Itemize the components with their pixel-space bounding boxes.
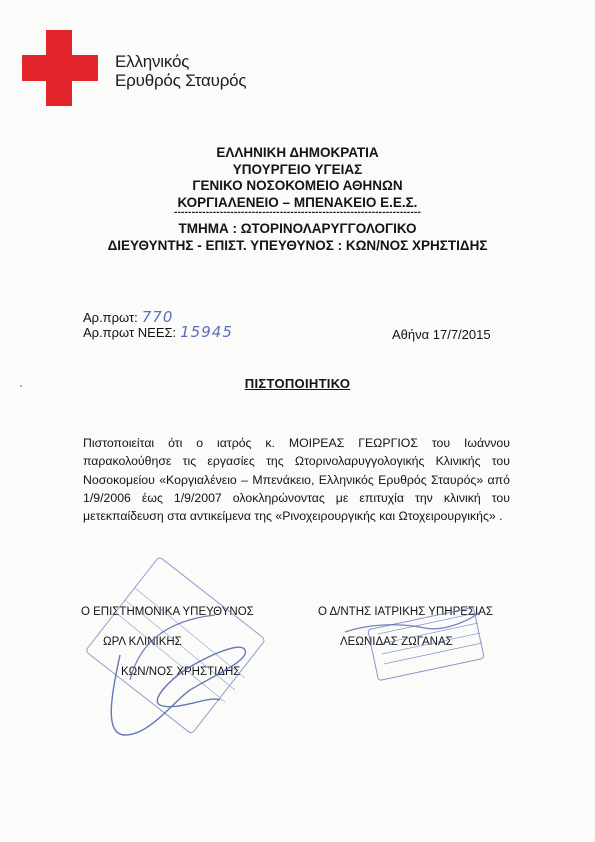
signature-left-name: ΚΩΝ/ΝΟΣ ΧΡΗΣΤΙΔΗΣ	[121, 666, 241, 678]
protocol-value: 770	[141, 308, 174, 326]
signature-left-clinic: ΩΡΛ ΚΛΙΝΙΚΗΣ	[103, 636, 182, 648]
document-title: ΠΙΣΤΟΠΟΙΗΤΙΚΟ	[244, 376, 351, 391]
left-official-stamp	[85, 556, 265, 734]
signature-right-name: ΛΕΩΝΙΔΑΣ ΖΩΓΑΝΑΣ	[340, 636, 453, 648]
signature-right-role: Ο Δ/ΝΤΗΣ ΙΑΤΡΙΚΗΣ ΥΠΗΡΕΣΙΑΣ	[318, 606, 493, 618]
department-name: ΤΜΗΜΑ : ΩΤΟΡΙΝΟΛΑΡΥΓΓΟΛΟΓΙΚΟ	[178, 221, 417, 236]
signature-left-role: Ο ΕΠΙΣΤΗΜΟΝΙΚΑ ΥΠΕΥΘΥΝΟΣ	[81, 606, 254, 618]
nees-protocol-label: Αρ.πρωτ ΝΕΕΣ:	[83, 325, 177, 340]
right-handwritten-signature	[345, 612, 480, 632]
certificate-body: Πιστοποιείται ότι ο ιατρός κ. ΜΟΙΡΕΑΣ ΓΕΩΡΓΙΟΣ του Ιωάννου παρακολούθησε τις εργασίες της Ωτορινολαρυγγολογικής Κλινικής του Νοσοκομείου «Κοργιαλένειο – Μπενάκειο, Ελληνικός Ερυθρός Σταυρός» από 1/9/2006 έως 1/9/2007 ολοκληρώνοντας με επιτυχία την κλινική του μετεκπαίδευση στα αντικείμενα της «Ρινοχειρουργικής και Ωτοχειρουργικής» .	[83, 436, 510, 524]
left-signature-flourish	[130, 615, 215, 680]
header-divider: ----------------------------------------------------------------------	[173, 207, 422, 218]
header-line-republic: ΕΛΛΗΝΙΚΗ ΔΗΜΟΚΡΑΤΙΑ	[216, 145, 379, 160]
organization-name-line1: Ελληνικός	[115, 52, 190, 71]
header-line-hospital-name: ΚΟΡΓΙΑΛΕΝΕΙΟ – ΜΠΕΝΑΚΕΙΟ Ε.Ε.Σ.	[177, 194, 418, 210]
header-line-hospital: ΓΕΝΙΚΟ ΝΟΣΟΚΟΜΕΙΟ ΑΘΗΝΩΝ	[192, 178, 403, 193]
right-official-stamp	[368, 607, 484, 680]
protocol-label: Αρ.πρωτ:	[83, 310, 138, 325]
organization-name-line2: Ερυθρός Σταυρός	[115, 71, 247, 90]
department-director: ΔΙΕΥΘΥΝΤΗΣ - ΕΠΙΣΤ. ΥΠΕΥΘΥΝΟΣ : ΚΩΝ/ΝΟΣ ΧΡΗΣΤΙΔΗΣ	[107, 237, 488, 253]
nees-protocol-value: 15945	[180, 323, 233, 341]
header-line-ministry: ΥΠΟΥΡΓΕΙΟ ΥΓΕΙΑΣ	[232, 161, 363, 177]
document-date: Αθήνα 17/7/2015	[392, 327, 491, 342]
scan-speck	[20, 385, 22, 387]
